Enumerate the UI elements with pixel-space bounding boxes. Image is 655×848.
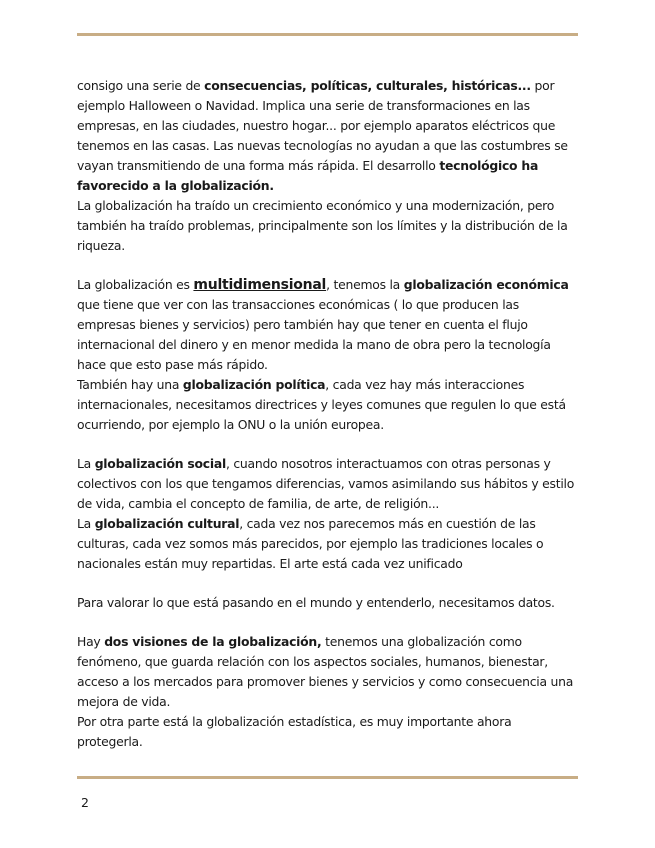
bold-dos-visiones: dos visiones de la globalización,: [104, 634, 322, 649]
paragraph-spacer: [77, 435, 577, 454]
bold-globalizacion-social: globalización social: [94, 456, 226, 471]
text-run: , tenemos la: [326, 277, 404, 292]
text-run: También hay una: [77, 377, 183, 392]
text-run: La: [77, 456, 95, 471]
bold-globalizacion-cultural: globalización cultural: [94, 516, 240, 531]
bold-globalizacion-economica: globalización económica: [403, 277, 569, 292]
paragraph-consequences: [77, 76, 577, 196]
bold-globalizacion-politica: globalización política: [182, 377, 326, 392]
paragraph-social: [77, 454, 577, 514]
paragraph-spacer: [77, 256, 577, 275]
text-run: , cuando nosotros interactuamos con otras personas y colectivos con los que tengamos diferencias, vamos asimilando sus hábitos y estilo de vida, cambia el concepto de familia, de arte, de religión...: [77, 456, 575, 511]
paragraph-political: [77, 375, 577, 435]
paragraph-spacer: [77, 613, 577, 632]
text-run: consigo una serie de: [77, 78, 205, 93]
text-run: que tiene que ver con las transacciones económicas ( lo que producen las empresas bienes y servicios) pero también hay que tener en cuenta el flujo internacional del dinero y en menor medida la mano de obra pero la tecnología hace que esto pase más rápido.: [77, 297, 551, 372]
document-body: [77, 76, 577, 752]
paragraph-spacer: [77, 574, 577, 593]
text-run: La: [77, 516, 95, 531]
text-run: , cada vez nos parecemos más en cuestión de las culturas, cada vez somos más parecidos, por ejemplo las tradiciones locales o nacionales están muy repartidas. El arte está cada vez unificado: [77, 516, 544, 571]
text-run: , cada vez hay más interacciones internacionales, necesitamos directrices y leyes comunes que regulen lo que está ocurriendo, por ejemplo la ONU o la unión europea.: [77, 377, 566, 432]
underlined-multidimensional: multidimensional: [193, 277, 327, 293]
paragraph-data: Para valorar lo que está pasando en el mundo y entenderlo, necesitamos datos.: [77, 595, 555, 610]
footer-rule: [77, 776, 578, 779]
header-rule: [77, 33, 578, 36]
paragraph-two-visions: [77, 632, 577, 712]
page-number: 2: [81, 795, 89, 810]
bold-consecuencias: consecuencias, políticas, culturales, históricas...: [204, 78, 531, 93]
text-run: tenemos una globalización como fenómeno, que guarda relación con los aspectos sociales, humanos, bienestar, acceso a los mercados para promover bienes y servicios y como consecuencia una mejora de vida.: [77, 634, 574, 709]
text-run: La globalización es: [77, 277, 194, 292]
paragraph-growth: La globalización ha traído un crecimiento económico y una modernización, pero también ha traído problemas, principalmente son los límites y la distribución de la riqueza.: [77, 198, 568, 253]
text-run: por ejemplo Halloween o Navidad. Implica una serie de transformaciones en las empresas, en las ciudades, nuestro hogar... por ejemplo aparatos eléctricos que tenemos en las casas. Las nuevas tecnologías no ayudan a que las costumbres se vayan transmitiendo de una forma más rápida. El desarrollo: [77, 78, 568, 173]
paragraph-statistical: Por otra parte está la globalización estadística, es muy importante ahora protegerla.: [77, 714, 512, 749]
paragraph-multidimensional: [77, 275, 577, 375]
paragraph-cultural: [77, 514, 577, 574]
text-run: Hay: [77, 634, 105, 649]
bold-tecnologico: tecnológico ha favorecido a la globalización.: [77, 158, 539, 193]
